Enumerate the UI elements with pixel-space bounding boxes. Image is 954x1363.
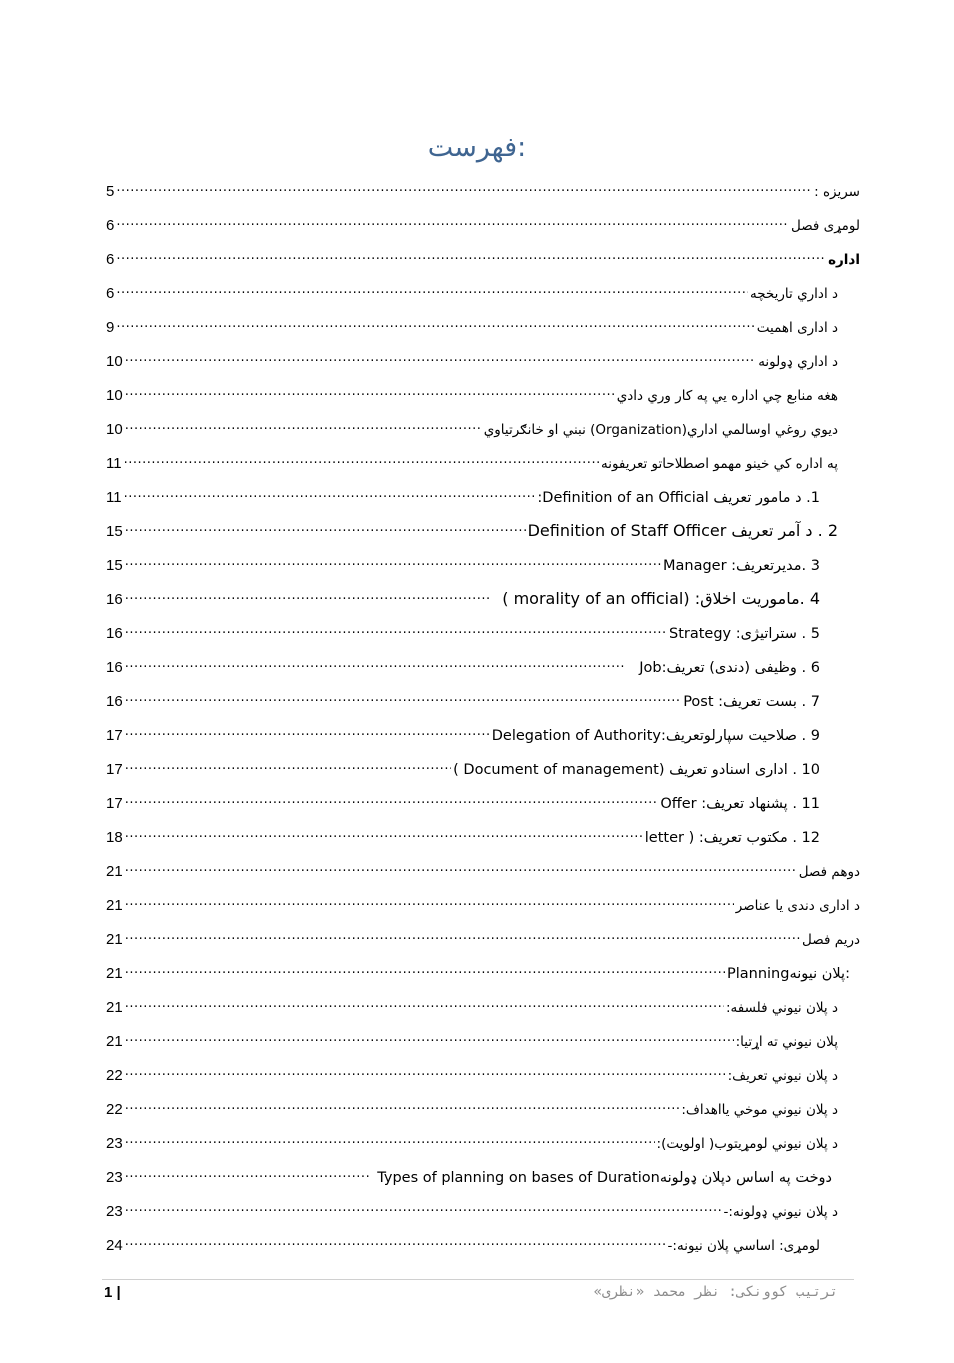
toc-row-chapter-3[interactable] [100, 920, 860, 948]
toc-leader-dots [125, 383, 615, 401]
toc-page-number: 15 [106, 557, 123, 574]
toc-page-number: 21 [106, 863, 123, 880]
toc-entry-text: 10 . اداری اسنادو تعریف (Document of management ) [453, 762, 820, 778]
toc-leader-dots [116, 315, 754, 333]
toc-entry-text: 3 .مدیرتعریف: Manager [662, 558, 820, 574]
toc-row-job[interactable] [100, 648, 820, 676]
toc-entry-text: پلان نيوني ته اړتيا: [735, 1034, 838, 1050]
toc-row-morality[interactable] [100, 580, 820, 608]
toc-entry-text: Types of planning on bases of Durationدوخت په اساس دپلان ډولونه [377, 1170, 832, 1186]
toc-page-number: 21 [106, 897, 123, 914]
toc-leader-dots [124, 485, 536, 503]
toc-entry-text: دوهم فصل [798, 864, 860, 880]
toc-page-number: 6 [106, 285, 115, 302]
toc-row-planning-priority[interactable] [100, 1124, 838, 1152]
toc-leader-dots [125, 689, 682, 707]
toc-leader-dots [125, 995, 724, 1013]
toc-row-delegation[interactable] [100, 716, 820, 744]
toc-page-number: 6 [106, 217, 115, 234]
footer-author: ترتیب کوونکی: نظر محمد «نظری» [593, 1284, 838, 1300]
toc-page-number: 23 [106, 1135, 123, 1152]
toc-row-planning-philosophy[interactable] [100, 988, 838, 1016]
toc-entry-text: 7 . بست تعریف: Post [683, 694, 820, 710]
toc-leader-dots [125, 1063, 726, 1081]
toc-entry-text: ديوي روغي اوسالمي اداري(Organization) نبني او خانګرتياوي [483, 422, 838, 438]
toc-entry-text: دريم فصل [802, 932, 860, 948]
toc-row-planning-duration[interactable] [100, 1158, 832, 1186]
toc-page-number: 16 [106, 625, 123, 642]
toc-page-number: 21 [106, 999, 123, 1016]
toc-row-types[interactable] [100, 342, 838, 370]
toc-entry-text: 9 . صلاحیت سپارلوتعریف:Delegation of Authority [491, 728, 820, 744]
toc-page-number: 5 [106, 183, 115, 200]
toc-page-number: 11 [106, 455, 122, 472]
toc-leader-dots [125, 553, 661, 571]
toc-entry-text: د پلان نيوني لومړيتوب( اولويت): [656, 1136, 838, 1152]
toc-leader-dots [125, 927, 800, 945]
page-number: 1 | [104, 1284, 121, 1301]
toc-page-number: 9 [106, 319, 115, 336]
toc-entry-text: لومړی: اساسي پلان نيونه:- [667, 1238, 820, 1254]
toc-entry-text: د اداری دندی یا عناصر [735, 898, 860, 914]
toc-entry-text: 4 .ماموریت اخلاق: (morality of an official ) [502, 589, 820, 608]
toc-leader-dots [125, 587, 493, 605]
toc-entry-text: 1. د مامور تعریف Definition of an Official: [537, 490, 820, 506]
toc-leader-dots [125, 349, 757, 367]
toc-leader-dots [116, 247, 826, 265]
toc-entry-text: د پلان نيوني فلسفه: [725, 1000, 838, 1016]
toc-page-number: 6 [106, 251, 115, 268]
toc-leader-dots [125, 893, 734, 911]
toc-page-number: 16 [106, 591, 123, 608]
toc-page-number: 11 [106, 489, 122, 506]
toc-row-importance[interactable] [100, 308, 838, 336]
toc-leader-dots [125, 655, 626, 673]
toc-row-organization[interactable] [100, 410, 838, 438]
toc-entry-text: د پلان نيوني تعريف: [727, 1068, 838, 1084]
toc-title: فهرست: [427, 132, 527, 163]
toc-row-documents[interactable] [100, 750, 820, 778]
toc-row-staff-officer[interactable] [100, 512, 838, 540]
toc-leader-dots [125, 1131, 655, 1149]
toc-leader-dots [125, 1029, 734, 1047]
toc-page-number: 21 [106, 1033, 123, 1050]
toc-entry-text: سریزه : [814, 184, 860, 200]
toc-entry-text: اداره [828, 252, 860, 268]
toc-leader-dots [125, 723, 490, 741]
toc-leader-dots [125, 1097, 680, 1115]
toc-leader-dots [125, 1199, 722, 1217]
toc-row-strategy[interactable] [100, 614, 820, 642]
toc-page-number: 23 [106, 1203, 123, 1220]
toc-row-planning-need[interactable] [100, 1022, 838, 1050]
toc-row-definitions[interactable] [100, 444, 838, 472]
toc-entry-text: د پلان نيوني ډولونه:- [723, 1204, 838, 1220]
toc-leader-dots [125, 757, 451, 775]
toc-row-planning-definition[interactable] [100, 1056, 838, 1084]
toc-leader-dots [125, 519, 526, 537]
toc-page-number: 16 [106, 659, 123, 676]
footer-divider [102, 1279, 854, 1280]
toc-leader-dots [125, 621, 667, 639]
toc-leader-dots [125, 791, 659, 809]
toc-row-offer[interactable] [100, 784, 820, 812]
toc-leader-dots [116, 179, 812, 197]
toc-leader-dots [125, 1233, 666, 1251]
toc-page-number: 23 [106, 1169, 123, 1186]
toc-row-resources[interactable] [100, 376, 838, 404]
toc-page-number: 22 [106, 1101, 123, 1118]
toc-page-number: 18 [106, 829, 123, 846]
toc-entry-text: 2 . د آمر تعریف Definition of Staff Officer [527, 521, 838, 540]
toc-leader-dots [125, 825, 643, 843]
toc-row-history[interactable] [100, 274, 838, 302]
toc-leader-dots [125, 1165, 372, 1183]
toc-row-manager[interactable] [100, 546, 820, 574]
toc-row-basic-planning[interactable] [100, 1226, 820, 1254]
toc-entry-text: د پلان نيوني موخي يااهداف: [681, 1102, 838, 1118]
toc-leader-dots [124, 451, 599, 469]
toc-row-administration[interactable] [100, 240, 860, 268]
toc-page-number: 22 [106, 1067, 123, 1084]
toc-page-number: 10 [106, 353, 123, 370]
toc-page-number: 21 [106, 931, 123, 948]
toc-page-number: 24 [106, 1237, 123, 1254]
toc-entry-text: هغه منابع چي اداره يي په كار وري دادي [616, 388, 838, 404]
toc-entry-text: 5 . ستراتیژی: Strategy [668, 626, 820, 642]
toc-row-letter[interactable] [100, 818, 820, 846]
toc-entry-text: 6 . وظیفی (دندی) تعریف:Job [639, 660, 820, 676]
toc-entry-text: د اداری اهمیت [756, 320, 838, 336]
toc-row-elements[interactable] [100, 886, 860, 914]
toc-page-number: 16 [106, 693, 123, 710]
toc-entry-text: د اداري ډولونه [758, 354, 838, 370]
toc-page-number: 15 [106, 523, 123, 540]
toc-page-number: 21 [106, 965, 123, 982]
toc-page-number: 17 [106, 727, 123, 744]
toc-page-number: 10 [106, 421, 123, 438]
toc-entry-text: Planningپلان نيونه: [726, 966, 850, 982]
toc-leader-dots [125, 417, 482, 435]
toc-leader-dots [116, 281, 748, 299]
toc-row-planning-goals[interactable] [100, 1090, 838, 1118]
toc-row-introduction[interactable] [100, 172, 860, 200]
toc-row-chapter-2[interactable] [100, 852, 860, 880]
toc-row-chapter-1[interactable] [100, 206, 860, 234]
toc-leader-dots [125, 859, 797, 877]
toc-entry-text: په اداره كي خينو مهمو اصطلاحاتو تعريفونه [600, 456, 838, 472]
toc-row-planning[interactable] [100, 954, 850, 982]
toc-row-post[interactable] [100, 682, 820, 710]
toc-page-number: 17 [106, 761, 123, 778]
toc-page-number: 17 [106, 795, 123, 812]
toc-row-planning-types[interactable] [100, 1192, 838, 1220]
toc-leader-dots [116, 213, 789, 231]
toc-row-official[interactable] [100, 478, 820, 506]
toc-entry-text: 12 . مکتوب تعریف: ( letter [644, 830, 820, 846]
toc-page-number: 10 [106, 387, 123, 404]
toc-entry-text: 11 . پشنهاد تعریف: Offer [660, 796, 820, 812]
toc-entry-text: د اداري تاريخچه [749, 286, 838, 302]
toc-leader-dots [125, 961, 725, 979]
toc-entry-text: لومړی فصل [790, 218, 860, 234]
